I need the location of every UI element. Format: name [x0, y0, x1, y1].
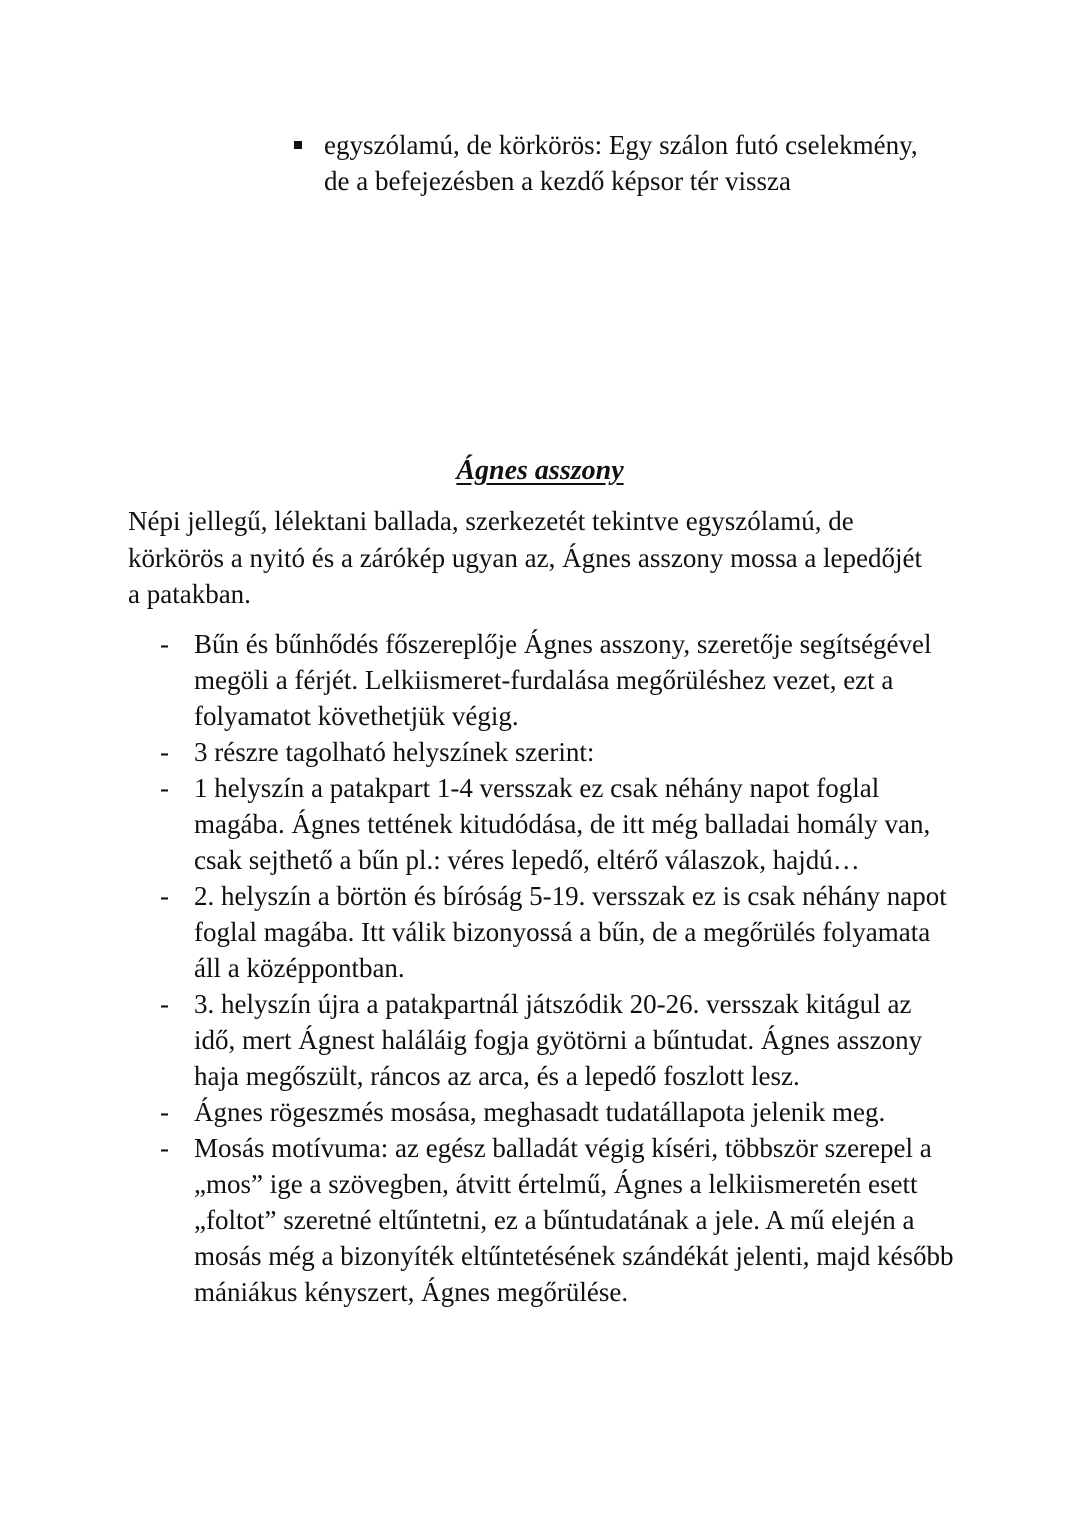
dash-bullet-icon: -	[160, 773, 169, 803]
list-item-text: 1 helyszín a patakpart 1-4 versszak ez csak néhány napot foglal magába. Ágnes tettének kitudódása, de itt még balladai homály van, csak sejthető a bűn pl.: véres lepedő, eltérő válaszok, hajdú…	[194, 773, 931, 875]
list-item-text: 3 részre tagolható helyszínek szerint:	[194, 737, 595, 767]
dash-bullet-icon: -	[160, 989, 169, 1019]
list-item	[292, 127, 932, 199]
list-item-text: Bűn és bűnhődés főszereplője Ágnes asszony, szeretője segítségével megöli a férjét. Lelkiismeret-furdalása megőrüléshez vezet, ezt a folyamatot követhetjük végig.	[194, 629, 932, 731]
list-item	[128, 1130, 958, 1310]
list-item-text: Ágnes rögeszmés mosása, meghasadt tudatállapota jelenik meg.	[194, 1097, 886, 1127]
square-bullet-icon	[294, 141, 302, 149]
list-item	[128, 734, 958, 770]
dash-bullet-icon: -	[160, 629, 169, 659]
list-item	[128, 1094, 958, 1130]
list-item-text: Mosás motívuma: az egész balladát végig kíséri, többször szerepel a „mos” ige a szövegben, átvitt értelmű, Ágnes a lelkiismeretén esett „foltot” szeretné eltűntetni, ez a bűntudatának a jele. A mű elején a mosás még a bizonyíték eltűntetésének szándékát jelenti, majd később mániákus kényszert, Ágnes megőrülése.	[194, 1133, 954, 1307]
square-bullet-list	[292, 127, 932, 199]
dash-bullet-icon: -	[160, 737, 169, 767]
list-item	[128, 878, 958, 986]
list-item-text: 3. helyszín újra a patakpartnál játszódik 20-26. versszak kitágul az idő, mert Ágnest haláláig fogja gyötörni a bűntudat. Ágnes asszony haja megőszült, ráncos az arca, és a lepedő foszlott lesz.	[194, 989, 923, 1091]
dash-bullet-icon: -	[160, 881, 169, 911]
dash-bullet-icon: -	[160, 1133, 169, 1163]
list-item	[128, 986, 958, 1094]
list-item-text: 2. helyszín a börtön és bíróság 5-19. versszak ez is csak néhány napot foglal magába. Itt válik bizonyossá a bűn, de a megőrülés folyamata áll a középpontban.	[194, 881, 947, 983]
dash-bullet-list	[128, 626, 958, 1310]
section-title: Ágnes asszony	[456, 455, 624, 486]
list-item	[128, 626, 958, 734]
list-item-text: egyszólamú, de körkörös: Egy szálon futó cselekmény, de a befejezésben a kezdő képsor tér vissza	[324, 130, 918, 196]
intro-paragraph: Népi jellegű, lélektani ballada, szerkezetét tekintve egyszólamú, de körkörös a nyitó és a zárókép ugyan az, Ágnes asszony mossa a lepedőjét a patakban.	[128, 506, 923, 609]
list-item	[128, 770, 958, 878]
dash-bullet-icon: -	[160, 1097, 169, 1127]
